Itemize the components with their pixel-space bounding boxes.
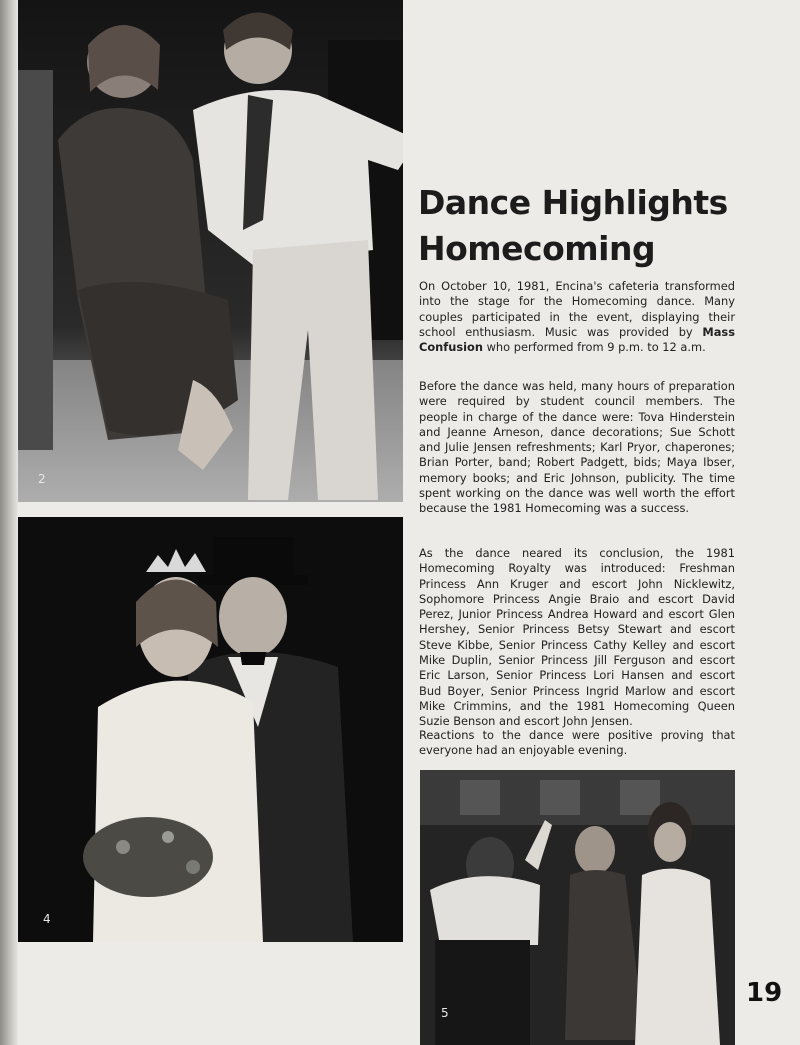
article-paragraph-1 [419, 279, 735, 355]
headline-line-2: Homecoming [418, 229, 656, 268]
photo-dancing-couple [18, 0, 403, 502]
photo-homecoming-queen-image [18, 517, 403, 942]
band-name: Mass Confusion [419, 324, 735, 355]
page-spine [0, 0, 18, 1045]
photo-dance-floor-image [420, 770, 735, 1045]
page-number: 19 [746, 978, 783, 1008]
paragraph-1-text: On October 10, 1981, Encina's cafeteria transformed into the stage for the Homecoming dance. Many couples participated in the event, displaying their school enthusiasm. Music was provided by [419, 279, 735, 339]
article-paragraph-2: Before the dance was held, many hours of preparation were required by student council members. The people in charge of the dance were: Tova Hinderstein and Jeanne Arneson, dance decorations; Sue Schott and Julie Jensen refreshments; Karl Pryor, chaperones; Brian Porter, band; Robert Padgett, bids; Maya Ibser, memory books; and Eric Johnson, publicity. The time spent working on the dance was well worth the effort because the 1981 Homecoming was a success. [419, 379, 735, 516]
photo-number: 4 [43, 912, 51, 926]
paragraph-1-text-end: who performed from 9 p.m. to 12 a.m. [482, 340, 706, 355]
photo-dance-floor [420, 770, 735, 1045]
article-paragraph-3: As the dance neared its conclusion, the 1981 Homecoming Royalty was introduced: Freshman Princess Ann Kruger and escort John Nicklewitz, Sophomore Princess Angie Braio and escort David Perez, Junior Princess Andrea Howard and escort Glen Hershey, Senior Princess Betsy Stewart and escort Steve Kibbe, Senior Princess Cathy Kelley and escort Mike Duplin, Senior Princess Jill Ferguson and escort Eric Larson, Senior Princess Lori Hansen and escort Bud Boyer, Senior Princess Ingrid Marlow and escort Mike Crimmins, and the 1981 Homecoming Queen Suzie Benson and escort John Jensen. [419, 546, 735, 729]
photo-homecoming-queen [18, 517, 403, 942]
headline-line-1: Dance Highlights [418, 183, 728, 222]
article-paragraph-4: Reactions to the dance were positive proving that everyone had an enjoyable evening. [419, 728, 735, 758]
photo-dancing-couple-image [18, 0, 403, 502]
photo-number: 5 [441, 1006, 449, 1020]
photo-number: 2 [38, 472, 46, 486]
